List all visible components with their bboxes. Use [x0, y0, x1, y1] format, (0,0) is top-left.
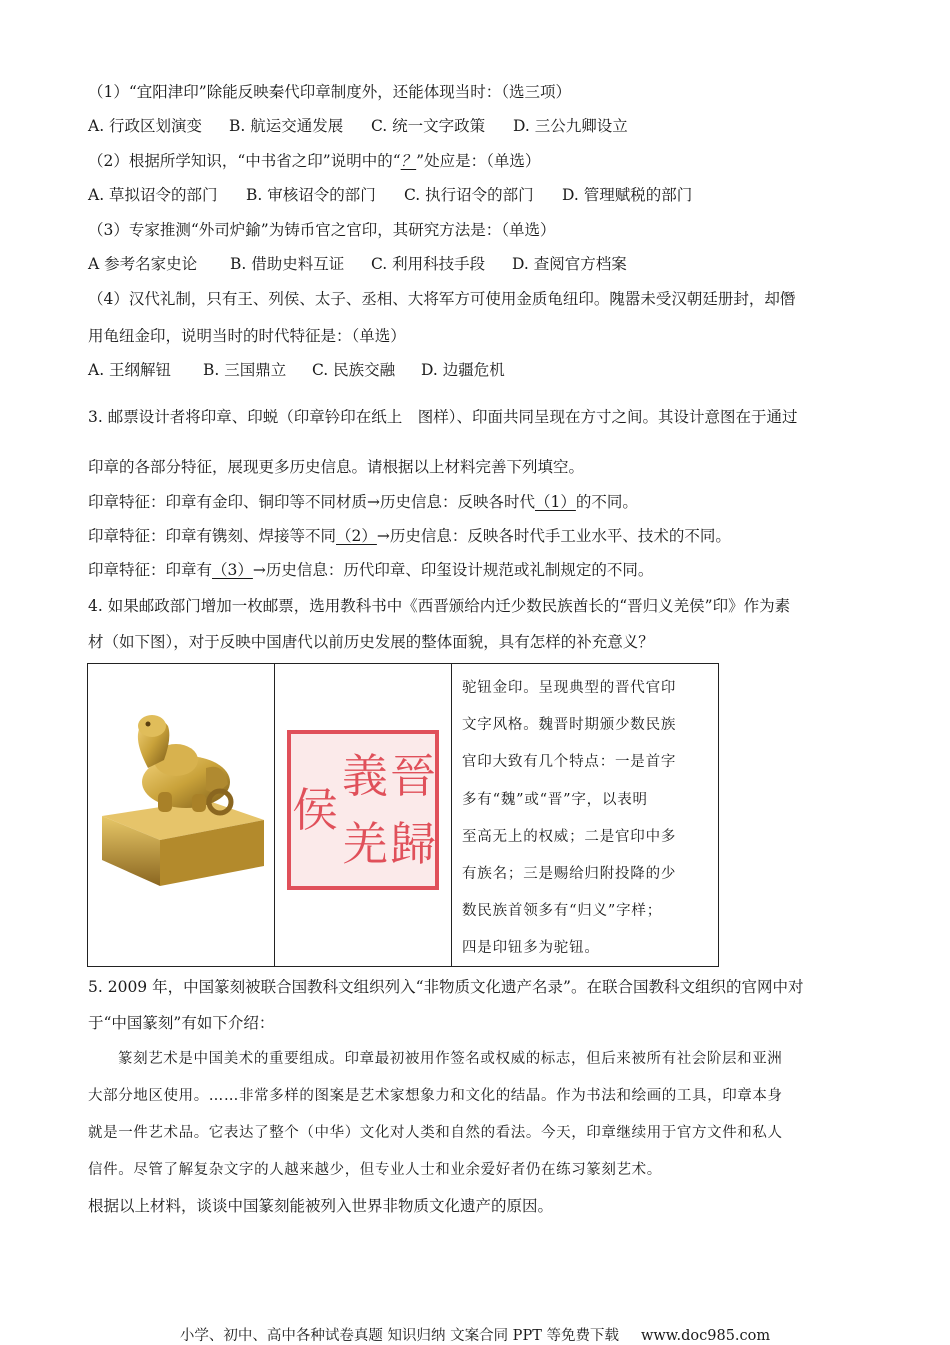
seal-char-jin: 晉	[390, 749, 436, 803]
caption-line: 数民族首领多有“归义”字样；	[462, 903, 663, 920]
question-blank: ？	[400, 152, 417, 170]
option-a: A 参考名家史论	[88, 255, 198, 273]
option-d: D. 管理赋税的部门	[562, 186, 693, 204]
caption-line: 官印大致有几个特点：一是首字	[462, 754, 677, 771]
footer-text: 小学、初中、高中各种试卷真题 知识归纳 文案合同 PPT 等免费下载	[179, 1328, 619, 1344]
option-a: A. 王纲解钮	[88, 361, 172, 379]
q2-sub4-stem-line2: 用龟纽金印，说明当时的时代特征是：（单选）	[88, 327, 406, 345]
q3-fill-row-2: 印章特征：印章有镌刻、焊接等不同（2）→历史信息：反映各时代手工业水平、技术的不同。	[88, 527, 731, 545]
q2-sub2-options	[88, 184, 692, 206]
seal-char-gui: 歸	[390, 817, 436, 871]
footer-site-link[interactable]: www.doc985.com	[640, 1328, 771, 1344]
q2-sub4-stem-line1: （4）汉代礼制，只有王、列侯、太子、丞相、大将军方可使用金质龟纽印。隗嚣未受汉朝廷册封，却僭	[88, 290, 796, 308]
seal-impression-image	[275, 664, 451, 962]
seal-char-yi: 義	[342, 749, 388, 803]
q5-quote-line-1: 篆刻艺术是中国美术的重要组成。印章最初被用作签名或权威的标志，但后来被所有社会阶层和亚洲	[118, 1051, 783, 1067]
option-b: B. 审核诏令的部门	[246, 186, 376, 204]
q3-fill-row-3: 印章特征：印章有（3）→历史信息：历代印章、印玺设计规范或礼制规定的不同。	[88, 561, 654, 579]
caption-line: 四是印钮多为驼钮。	[462, 940, 600, 957]
option-d: D. 边疆危机	[421, 361, 505, 379]
caption-line: 多有“魏”或“晋”字，以表明	[462, 791, 648, 808]
page-footer	[0, 1324, 950, 1345]
q2-sub2-stem: （2）根据所学知识，“中书省之印”说明中的“？”处应是：（单选）	[88, 152, 541, 170]
seal-figure-table	[87, 663, 719, 967]
option-b: B. 借助史料互证	[230, 255, 345, 273]
seal-char-qiang: 羌	[342, 817, 388, 871]
q3-stem-line2: 印章的各部分特征，展现更多历史信息。请根据以上材料完善下列填空。	[88, 458, 585, 476]
option-a: A. 草拟诏令的部门	[88, 186, 218, 204]
option-a: A. 行政区划演变	[88, 117, 203, 135]
q2-sub1-options	[88, 115, 628, 137]
caption-line: 有族名；三是赐给归附投降的少	[462, 866, 677, 883]
q3-stem-line1: 3. 邮票设计者将印章、印蜕（印章钤印在纸上 图样）、印面共同呈现在方寸之间。其设计意图在于通过	[88, 408, 798, 426]
q2-sub3-options	[88, 253, 627, 275]
option-b: B. 航运交通发展	[229, 117, 344, 135]
caption-line: 至高无上的权威；二是官印中多	[462, 828, 677, 845]
caption-line: 文字风格。魏晋时期颁少数民族	[462, 717, 677, 734]
fill-blank-1: （1）	[535, 493, 576, 511]
option-c: C. 统一文字政策	[371, 117, 486, 135]
q5-stem-line2: 于“中国篆刻”有如下介绍：	[88, 1014, 275, 1032]
option-b: B. 三国鼎立	[203, 361, 287, 379]
q5-question: 根据以上材料，谈谈中国篆刻能被列入世界非物质文化遗产的原因。	[88, 1197, 554, 1215]
camel-knob-gold-seal-image	[88, 664, 274, 962]
fill-blank-2: （2）	[336, 527, 377, 545]
q2-sub1-stem: （1）“宜阳津印”除能反映秦代印章制度外，还能体现当时：（选三项）	[88, 83, 571, 101]
q4-stem-line2: 材（如下图），对于反映中国唐代以前历史发展的整体面貌，具有怎样的补充意义？	[88, 633, 654, 651]
option-c: C. 民族交融	[312, 361, 396, 379]
q4-stem-line1: 4. 如果邮政部门增加一枚邮票，选用教科书中《西晋颁给内迁少数民族酋长的“晋归义羌侯”印》作为素	[88, 597, 791, 615]
option-d: D. 查阅官方档案	[512, 255, 627, 273]
caption-line: 驼钮金印。呈现典型的晋代官印	[462, 680, 677, 696]
fill-blank-3: （3）	[212, 561, 253, 579]
seal-impression-cell	[275, 664, 452, 967]
seal-caption	[452, 664, 718, 962]
q5-quote-line-2: 大部分地区使用。……非常多样的图案是艺术家想象力和文化的结晶。作为书法和绘画的工具，印章本身	[88, 1088, 783, 1104]
camel-seal-photo-cell	[88, 664, 275, 967]
q5-quote-line-4: 信件。尽管了解复杂文字的人越来越少，但专业人士和业余爱好者仍在练习篆刻艺术。	[88, 1162, 662, 1178]
seal-caption-cell	[452, 664, 719, 967]
q3-fill-row-1: 印章特征：印章有金印、铜印等不同材质→历史信息：反映各时代（1）的不同。	[88, 493, 638, 511]
option-c: C. 利用科技手段	[371, 255, 486, 273]
q5-quote-line-3: 就是一件艺术品。它表达了整个（中华）文化对人类和自然的看法。今天，印章继续用于官方文件和私人	[88, 1125, 783, 1141]
option-c: C. 执行诏令的部门	[404, 186, 534, 204]
seal-char-hou: 侯	[292, 783, 338, 837]
q5-stem-line1: 5. 2009 年，中国篆刻被联合国教科文组织列入“非物质文化遗产名录”。在联合国教科文组织的官网中对	[88, 978, 804, 996]
q2-sub4-options	[88, 359, 505, 381]
q2-sub3-stem: （3）专家推测“外司炉鍮”为铸币官之官印，其研究方法是：（单选）	[88, 221, 556, 239]
option-d: D. 三公九卿设立	[513, 117, 628, 135]
